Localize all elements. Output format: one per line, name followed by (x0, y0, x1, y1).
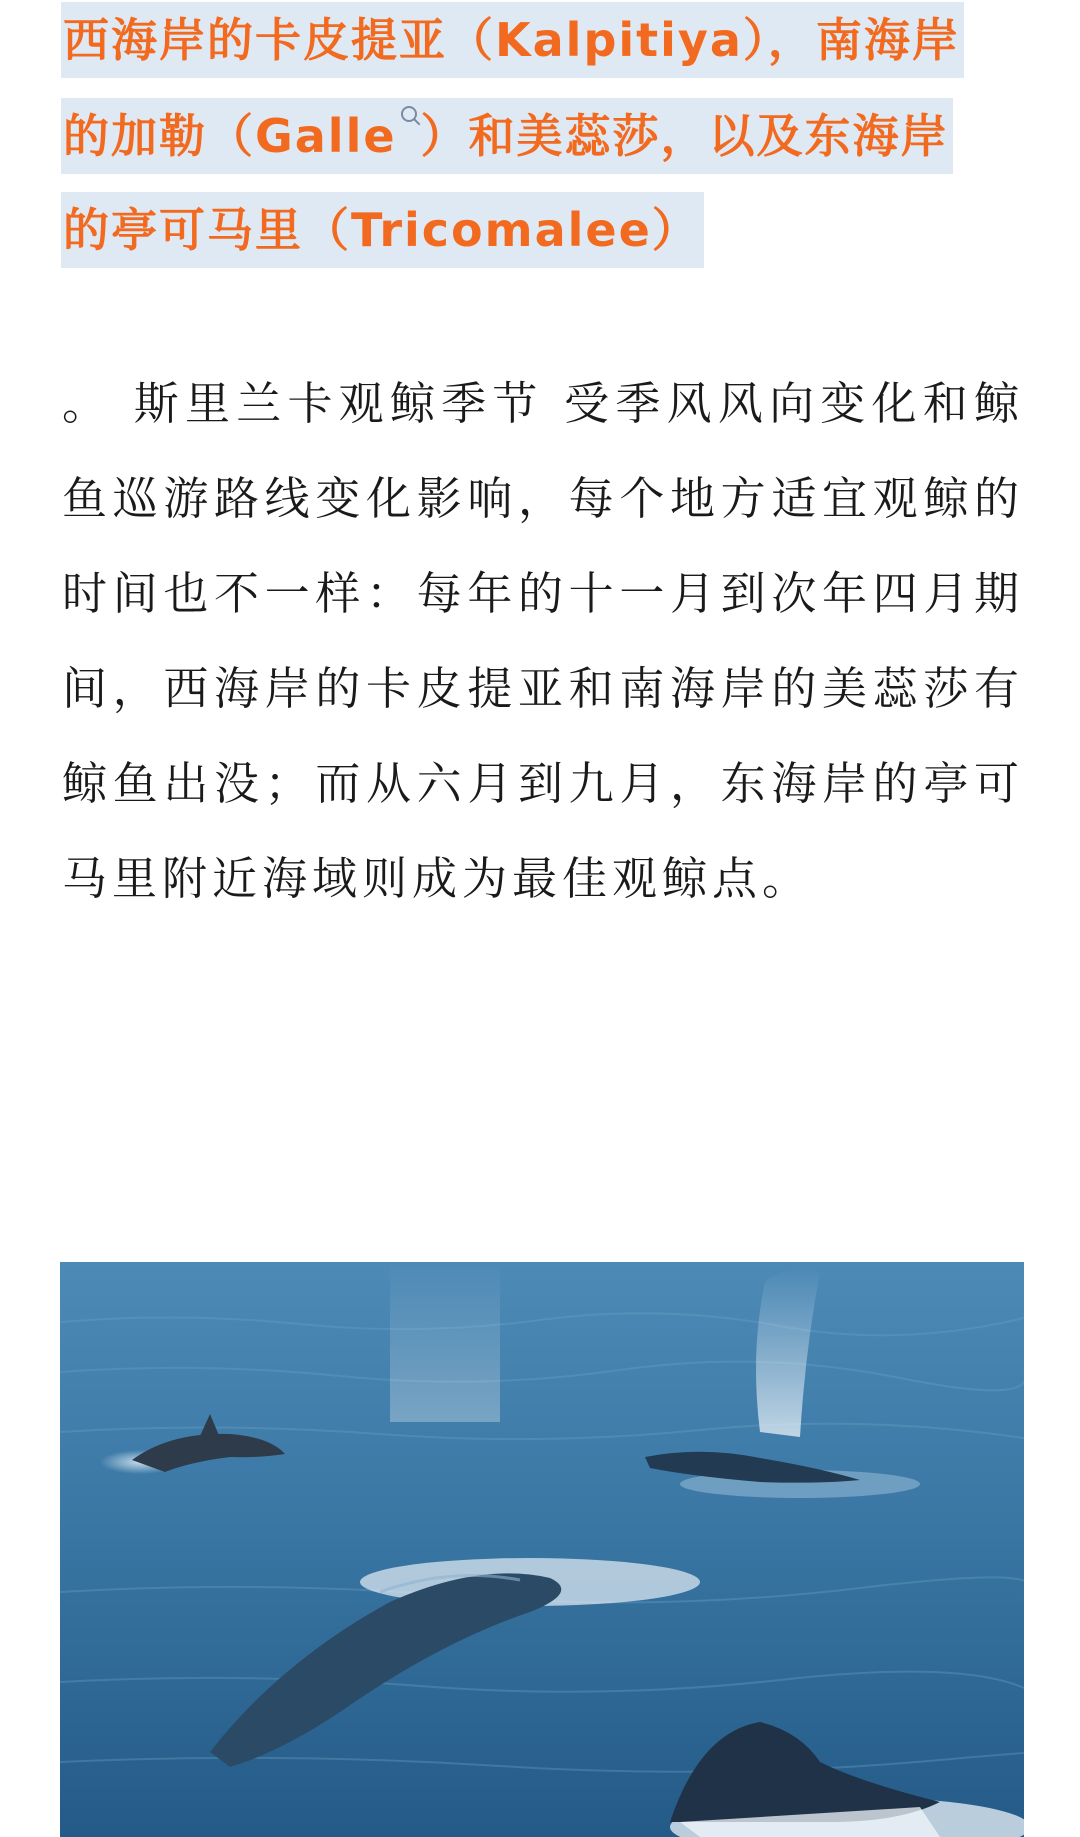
whale-photo (60, 1262, 1024, 1837)
headline-text-2 (61, 98, 953, 174)
headline-text-2a: 的加勒（Galle (63, 109, 397, 163)
headline-line-3 (61, 192, 1023, 288)
body-paragraph: 。 斯里兰卡观鲸季节 受季风风向变化和鲸鱼巡游路线变化影响，每个地方适宜观鲸的时间也不一样：每年的十一月到次年四月期间，西海岸的卡皮提亚和南海岸的美蕊莎有鲸鱼出没；而从六月到九月，东海岸的亭可马里附近海域则成为最佳观鲸点。 (62, 377, 1024, 905)
headline-text-1: 西海岸的卡皮提亚（Kalpitiya），南海岸 (61, 2, 964, 78)
search-icon[interactable] (399, 104, 421, 126)
headline-text-3: 的亭可马里（Tricomalee） (61, 192, 704, 268)
headline-line-1 (61, 0, 1023, 96)
headline (61, 0, 1023, 288)
headline-line-2 (61, 96, 1023, 192)
headline-text-2b: ）和美蕊莎，以及东海岸 (420, 109, 949, 163)
